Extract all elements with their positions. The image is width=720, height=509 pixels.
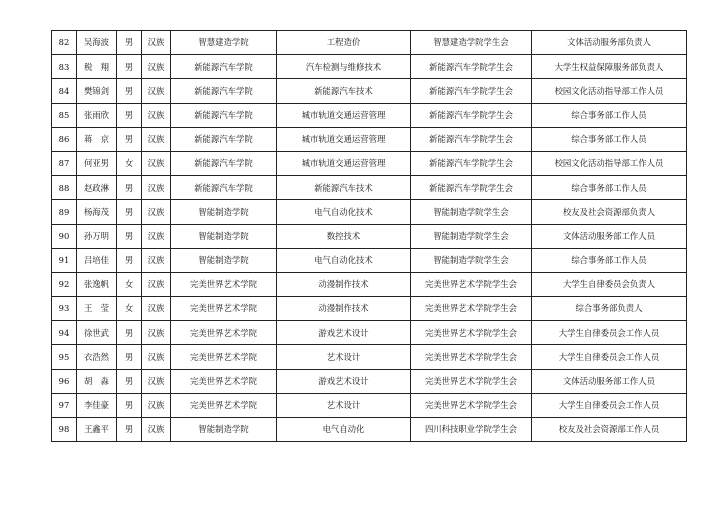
position-cell: 大学生自律委员会工作人员: [532, 321, 687, 345]
row-number-cell: 87: [52, 151, 77, 175]
row-number-cell: 83: [52, 55, 77, 79]
student-name-cell: 赵政淋: [77, 176, 117, 200]
gender-cell: 男: [117, 103, 142, 127]
major-cell: 汽车检测与维修技术: [277, 55, 411, 79]
row-number-cell: 88: [52, 176, 77, 200]
major-cell: 游戏艺术设计: [277, 369, 411, 393]
row-number-cell: 91: [52, 248, 77, 272]
college-cell: 智慧建造学院: [171, 31, 277, 55]
ethnicity-cell: 汉族: [142, 369, 171, 393]
gender-cell: 男: [117, 393, 142, 417]
position-cell: 文体活动服务部工作人员: [532, 224, 687, 248]
student-name-cell: 王鑫平: [77, 418, 117, 442]
position-cell: 综合事务部负责人: [532, 297, 687, 321]
major-cell: 电气自动化技术: [277, 248, 411, 272]
student-union-cell: 智慧建造学院学生会: [411, 31, 532, 55]
student-name-cell: 张逸帆: [77, 272, 117, 296]
student-union-cell: 完美世界艺术学院学生会: [411, 272, 532, 296]
table-row: [52, 272, 687, 296]
ethnicity-cell: 汉族: [142, 224, 171, 248]
student-union-cell: 新能源汽车学院学生会: [411, 103, 532, 127]
student-union-cell: 四川科技职业学院学生会: [411, 418, 532, 442]
college-cell: 智能制造学院: [171, 200, 277, 224]
table-row: [52, 79, 687, 103]
student-union-cell: 智能制造学院学生会: [411, 200, 532, 224]
college-cell: 完美世界艺术学院: [171, 297, 277, 321]
major-cell: 城市轨道交通运营管理: [277, 103, 411, 127]
college-cell: 完美世界艺术学院: [171, 369, 277, 393]
row-number-cell: 94: [52, 321, 77, 345]
student-name-cell: 税 翔: [77, 55, 117, 79]
gender-cell: 男: [117, 418, 142, 442]
table-row: [52, 321, 687, 345]
college-cell: 完美世界艺术学院: [171, 345, 277, 369]
row-number-cell: 92: [52, 272, 77, 296]
ethnicity-cell: 汉族: [142, 418, 171, 442]
gender-cell: 男: [117, 224, 142, 248]
row-number-cell: 93: [52, 297, 77, 321]
ethnicity-cell: 汉族: [142, 321, 171, 345]
position-cell: 综合事务部工作人员: [532, 176, 687, 200]
major-cell: 艺术设计: [277, 345, 411, 369]
ethnicity-cell: 汉族: [142, 103, 171, 127]
ethnicity-cell: 汉族: [142, 127, 171, 151]
position-cell: 校友及社会资源部负责人: [532, 200, 687, 224]
table-row: [52, 127, 687, 151]
major-cell: 艺术设计: [277, 393, 411, 417]
gender-cell: 男: [117, 248, 142, 272]
ethnicity-cell: 汉族: [142, 79, 171, 103]
student-name-cell: 王 莹: [77, 297, 117, 321]
college-cell: 新能源汽车学院: [171, 103, 277, 127]
student-name-cell: 徐世武: [77, 321, 117, 345]
roster-table: [51, 30, 687, 442]
table-row: [52, 103, 687, 127]
ethnicity-cell: 汉族: [142, 297, 171, 321]
gender-cell: 男: [117, 200, 142, 224]
college-cell: 新能源汽车学院: [171, 127, 277, 151]
ethnicity-cell: 汉族: [142, 272, 171, 296]
ethnicity-cell: 汉族: [142, 248, 171, 272]
table-row: [52, 248, 687, 272]
college-cell: 完美世界艺术学院: [171, 272, 277, 296]
student-union-cell: 新能源汽车学院学生会: [411, 127, 532, 151]
major-cell: 数控技术: [277, 224, 411, 248]
college-cell: 智能制造学院: [171, 248, 277, 272]
ethnicity-cell: 汉族: [142, 151, 171, 175]
row-number-cell: 97: [52, 393, 77, 417]
position-cell: 校园文化活动指导部工作人员: [532, 151, 687, 175]
major-cell: 新能源汽车技术: [277, 176, 411, 200]
gender-cell: 男: [117, 127, 142, 151]
student-union-cell: 智能制造学院学生会: [411, 224, 532, 248]
college-cell: 新能源汽车学院: [171, 55, 277, 79]
table-row: [52, 393, 687, 417]
college-cell: 新能源汽车学院: [171, 176, 277, 200]
gender-cell: 男: [117, 369, 142, 393]
student-union-cell: 完美世界艺术学院学生会: [411, 345, 532, 369]
position-cell: 综合事务部工作人员: [532, 248, 687, 272]
ethnicity-cell: 汉族: [142, 200, 171, 224]
student-name-cell: 吴海波: [77, 31, 117, 55]
student-name-cell: 胡 淼: [77, 369, 117, 393]
gender-cell: 男: [117, 79, 142, 103]
student-union-cell: 新能源汽车学院学生会: [411, 176, 532, 200]
row-number-cell: 95: [52, 345, 77, 369]
position-cell: 综合事务部工作人员: [532, 127, 687, 151]
major-cell: 动漫制作技术: [277, 272, 411, 296]
gender-cell: 男: [117, 55, 142, 79]
student-union-cell: 新能源汽车学院学生会: [411, 79, 532, 103]
gender-cell: 女: [117, 272, 142, 296]
row-number-cell: 90: [52, 224, 77, 248]
ethnicity-cell: 汉族: [142, 176, 171, 200]
student-name-cell: 樊锦剑: [77, 79, 117, 103]
table-row: [52, 200, 687, 224]
student-name-cell: 杨海茂: [77, 200, 117, 224]
student-name-cell: 何亚男: [77, 151, 117, 175]
gender-cell: 女: [117, 297, 142, 321]
college-cell: 完美世界艺术学院: [171, 393, 277, 417]
ethnicity-cell: 汉族: [142, 393, 171, 417]
college-cell: 完美世界艺术学院: [171, 321, 277, 345]
student-name-cell: 李佳豪: [77, 393, 117, 417]
student-union-cell: 完美世界艺术学院学生会: [411, 369, 532, 393]
student-name-cell: 吕培佳: [77, 248, 117, 272]
position-cell: 大学生权益保障服务部负责人: [532, 55, 687, 79]
row-number-cell: 82: [52, 31, 77, 55]
table-row: [52, 176, 687, 200]
position-cell: 大学生自律委员会工作人员: [532, 345, 687, 369]
table-row: [52, 151, 687, 175]
roster-table-body: [52, 31, 687, 442]
student-union-cell: 完美世界艺术学院学生会: [411, 393, 532, 417]
row-number-cell: 86: [52, 127, 77, 151]
table-row: [52, 369, 687, 393]
student-union-cell: 新能源汽车学院学生会: [411, 55, 532, 79]
gender-cell: 男: [117, 345, 142, 369]
student-name-cell: 孙万明: [77, 224, 117, 248]
table-row: [52, 297, 687, 321]
row-number-cell: 89: [52, 200, 77, 224]
ethnicity-cell: 汉族: [142, 345, 171, 369]
major-cell: 游戏艺术设计: [277, 321, 411, 345]
position-cell: 大学生自律委员会负责人: [532, 272, 687, 296]
student-union-cell: 新能源汽车学院学生会: [411, 151, 532, 175]
table-row: [52, 418, 687, 442]
college-cell: 新能源汽车学院: [171, 79, 277, 103]
major-cell: 工程造价: [277, 31, 411, 55]
student-name-cell: 衣浩然: [77, 345, 117, 369]
ethnicity-cell: 汉族: [142, 31, 171, 55]
major-cell: 城市轨道交通运营管理: [277, 151, 411, 175]
gender-cell: 男: [117, 176, 142, 200]
table-row: [52, 55, 687, 79]
gender-cell: 男: [117, 321, 142, 345]
gender-cell: 女: [117, 151, 142, 175]
position-cell: 校园文化活动指导部工作人员: [532, 79, 687, 103]
major-cell: 电气自动化技术: [277, 200, 411, 224]
student-union-cell: 完美世界艺术学院学生会: [411, 321, 532, 345]
student-name-cell: 蒋 京: [77, 127, 117, 151]
major-cell: 新能源汽车技术: [277, 79, 411, 103]
row-number-cell: 85: [52, 103, 77, 127]
table-row: [52, 31, 687, 55]
position-cell: 文体活动服务部工作人员: [532, 369, 687, 393]
college-cell: 智能制造学院: [171, 224, 277, 248]
major-cell: 城市轨道交通运营管理: [277, 127, 411, 151]
position-cell: 综合事务部工作人员: [532, 103, 687, 127]
table-row: [52, 345, 687, 369]
college-cell: 新能源汽车学院: [171, 151, 277, 175]
ethnicity-cell: 汉族: [142, 55, 171, 79]
student-union-cell: 完美世界艺术学院学生会: [411, 297, 532, 321]
table-row: [52, 224, 687, 248]
position-cell: 大学生自律委员会工作人员: [532, 393, 687, 417]
row-number-cell: 84: [52, 79, 77, 103]
row-number-cell: 98: [52, 418, 77, 442]
student-name-cell: 张雨欣: [77, 103, 117, 127]
position-cell: 校友及社会资源部工作人员: [532, 418, 687, 442]
college-cell: 智能制造学院: [171, 418, 277, 442]
position-cell: 文体活动服务部负责人: [532, 31, 687, 55]
row-number-cell: 96: [52, 369, 77, 393]
student-union-cell: 智能制造学院学生会: [411, 248, 532, 272]
major-cell: 电气自动化: [277, 418, 411, 442]
gender-cell: 男: [117, 31, 142, 55]
major-cell: 动漫制作技术: [277, 297, 411, 321]
